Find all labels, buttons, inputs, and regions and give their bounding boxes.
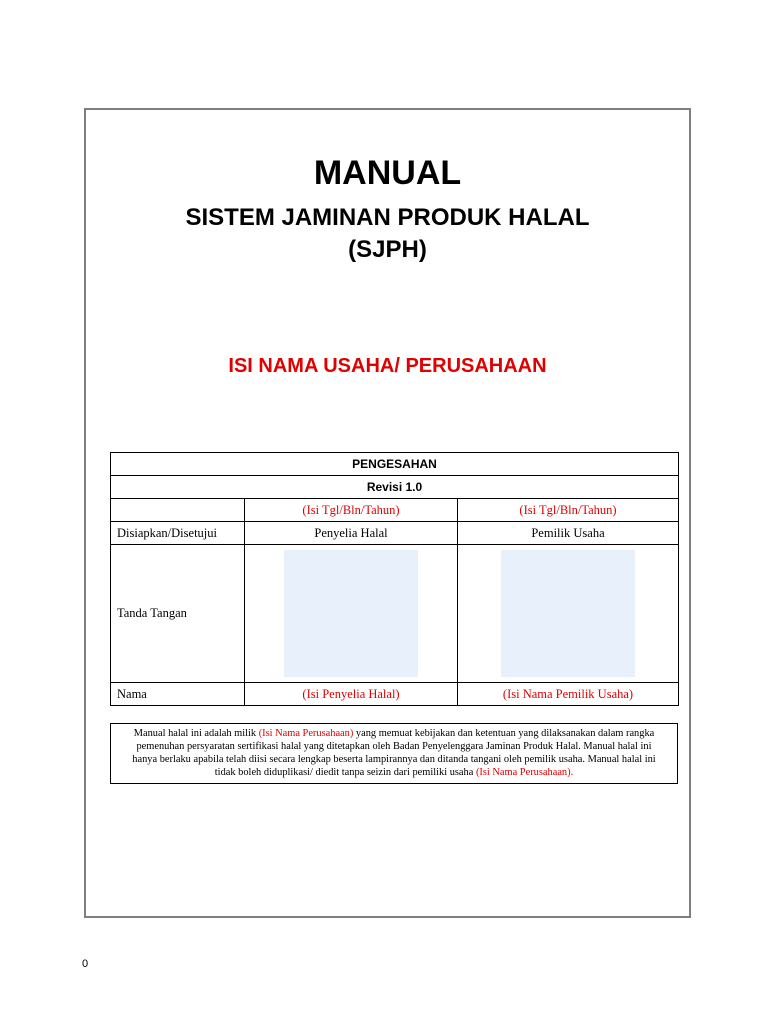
role-halal-supervisor: Penyelia Halal [245,522,458,545]
date-field-halal-supervisor: (Isi Tgl/Bln/Tahun) [245,499,458,522]
notice-company-placeholder-2: (Isi Nama Perusahaan) [475,767,571,778]
empty-cell [111,499,245,522]
approval-table [110,452,679,706]
signature-box-business-owner[interactable] [501,550,635,677]
company-name-placeholder: ISI NAMA USAHA/ PERUSAHAAN [228,355,547,377]
ownership-notice [110,723,678,784]
notice-company-placeholder-1: (Isi Nama Perusahaan) [258,728,354,739]
signature-label: Tanda Tangan [111,545,245,683]
notice-text-2: yang memuat kebijakan dan ketentuan yang dilaksanakan dalam rangka pemenuhan persyaratan sertifikasi halal yang ditetapkan oleh Badan Penyelenggara Jaminan Produk Halal. Manual halal ini hanya berlaku apabila telah diisi secara lengkap beserta lampirannya dan ditanda tangani oleh pemilik usaha. Manual halal ini tidak boleh diduplikasi/ diedit tanpa seizin dari pemiliki usaha [132,728,656,778]
name-field-halal-supervisor: (Isi Penyelia Halal) [245,683,458,706]
subtitle-line-1: SISTEM JAMINAN PRODUK HALAL [185,204,590,231]
subtitle-line-2: (SJPH) [348,236,427,263]
approval-heading: PENGESAHAN [111,453,679,476]
date-field-business-owner: (Isi Tgl/Bln/Tahun) [458,499,679,522]
notice-text-3: . [570,767,574,778]
page-number: 0 [82,958,89,970]
document-title: MANUAL [313,154,462,192]
cover-frame [84,108,691,918]
revision-label: Revisi 1.0 [111,476,679,499]
name-field-business-owner: (Isi Nama Pemilik Usaha) [458,683,679,706]
name-label: Nama [111,683,245,706]
signature-box-halal-supervisor[interactable] [284,550,418,677]
signature-cell-business-owner [458,545,679,683]
notice-text-1: Manual halal ini adalah milik [133,728,259,739]
role-business-owner: Pemilik Usaha [458,522,679,545]
document-subtitle [86,202,689,266]
prepared-approved-label: Disiapkan/Disetujui [111,522,245,545]
signature-cell-halal-supervisor [245,545,458,683]
